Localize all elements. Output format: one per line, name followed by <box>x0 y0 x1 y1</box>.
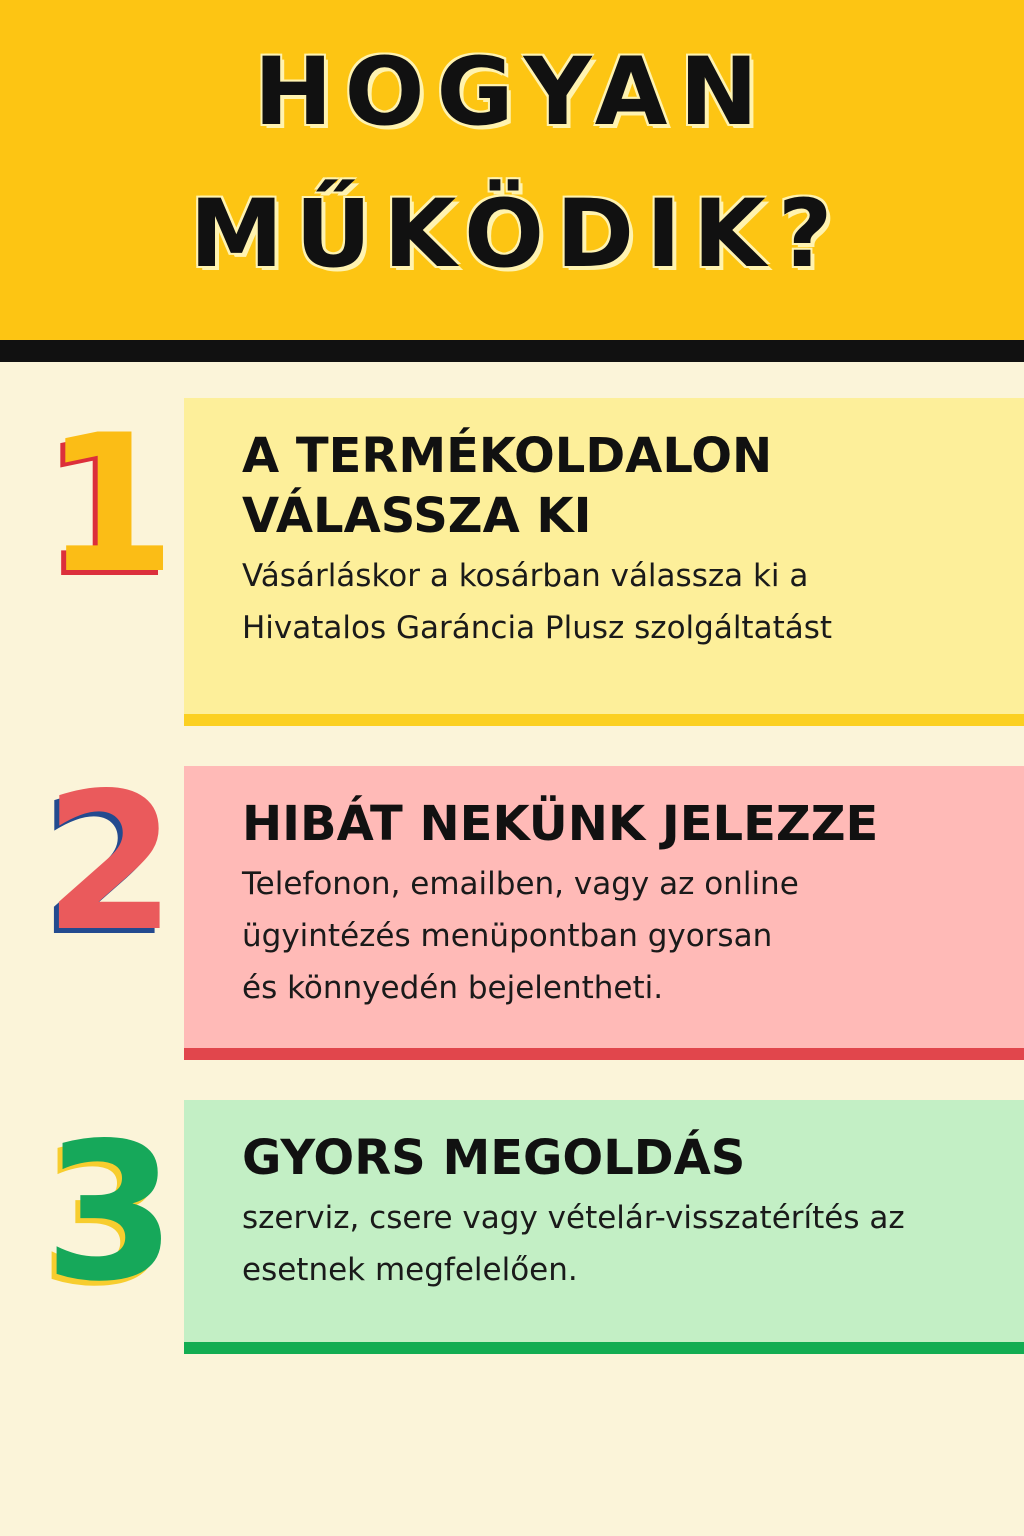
step-1-card <box>184 398 1024 714</box>
step-1-title: A TERMÉKOLDALON VÁLASSZA KI <box>242 428 773 544</box>
step-3-card <box>184 1100 1024 1342</box>
step-1-number: 1 <box>43 394 177 615</box>
step-2-title: HIBÁT NEKÜNK JELEZZE <box>242 796 879 852</box>
step-3-card-shadow <box>184 1342 1024 1354</box>
step-3-number: 3 <box>43 1102 177 1323</box>
step-3-title: GYORS MEGOLDÁS <box>242 1130 746 1186</box>
step-1-card-shadow <box>184 714 1024 726</box>
step-3-description: szerviz, csere vagy vételár-visszatérítés az esetnek megfelelően. <box>242 1200 905 1288</box>
step-2-card <box>184 766 1024 1048</box>
page-title-line-1: HOGYAN <box>253 38 771 147</box>
step-2-number: 2 <box>43 752 177 973</box>
page-title-line-2: MŰKÖDIK? <box>189 180 845 289</box>
header-divider <box>0 340 1024 362</box>
step-1-description: Vásárláskor a kosárban válassza ki a Hivatalos Garáncia Plusz szolgáltatást <box>242 558 833 646</box>
step-2-card-shadow <box>184 1048 1024 1060</box>
step-2-description: Telefonon, emailben, vagy az online ügyintézés menüpontban gyorsan és könnyedén bejelentheti. <box>242 866 799 1006</box>
